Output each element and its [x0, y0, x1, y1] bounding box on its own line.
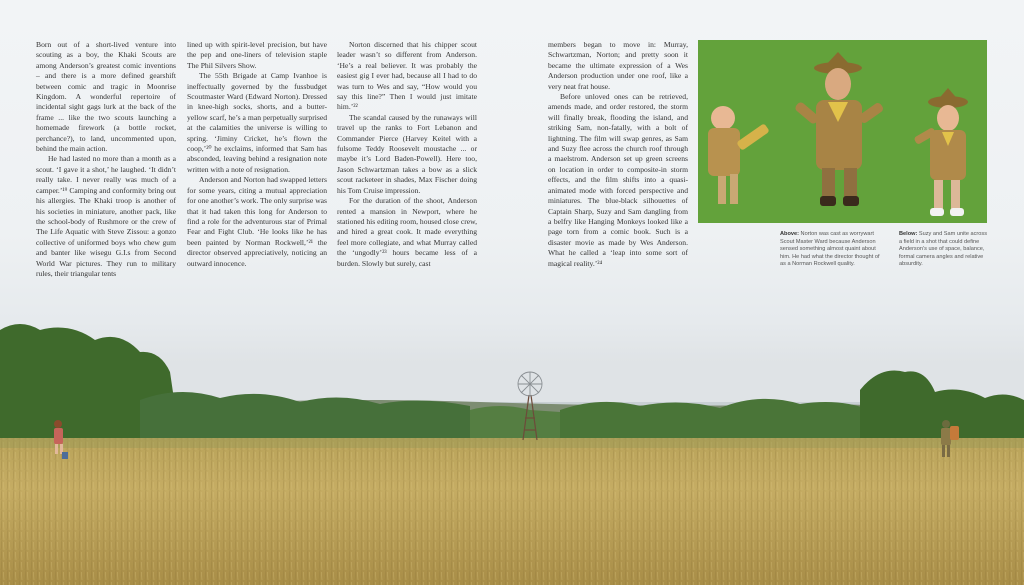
caption-text: Norton was cast as worrywart Scout Master Ward because Anderson sensed something almost quaint about him. He had what the director thought of as a Norman Rockwell quality. [780, 231, 880, 268]
caption-below [899, 231, 987, 269]
scouts-inset-photo [698, 40, 987, 223]
text-column-2 [187, 40, 327, 269]
caption-label: Below: [899, 231, 918, 237]
windmill-wheel [518, 372, 542, 396]
paragraph: Before unloved ones can be retrieved, amends made, and order restored, the storm will finally break, flooding the island, and striking Sam, non-fatally, with a bolt of lightning. The film will swap genres, as Sam and Suzy flee across the church roof through a maelstrom. Anderson set up green screens on location in order to composite-in storm effects, and the film shifts into a quasi-animated mode with forced perspective and miniatures. The blue-black silhouettes of Captain Sharp, Suzy and Sam dangling from a belfry like Hanging Monkeys looked like a page torn from a comic book. Such is a disaster movie as made by Wes Anderson. What he called a ‘leap into some sort of magical reality.’²⁴ [548, 92, 688, 268]
paragraph: lined up with spirit-level precision, but have the pep and one-liners of television staple The Phil Silvers Show. [187, 40, 327, 70]
paragraph: The scandal caused by the runaways will travel up the ranks to Fort Lebanon and Commander Pierce (Harvey Keitel with a fulsome Teddy Roosevelt moustache ... or maybe it’s Lord Baden-Powell). Here too, Jason Schwartzman takes a bow as a slick scout racketeer in shades, Max Fischer doing his Tom Cruise impression. [337, 112, 477, 195]
paragraph: Born out of a short-lived venture into scouting as a boy, the Khaki Scouts are among Anderson’s greatest comic inventions – and there is a more defined gearshift between comic and tragic in Moonrise Kingdom. A wonderful repertoire of incidental sight gags lurk at the back of the frame ... like the two scouts launching a homemade firework (a bottle rocket, perchance?), to land, uncommented upon, behind the main action. [36, 40, 176, 154]
paragraph: He had lasted no more than a month as a scout. ‘I gave it a shot,’ he laughed. ‘It didn’t really take. I never really was much of a camper.’¹⁹ Camping and conformity bring out his allergies. The Khaki troop is another of his societies in miniature, another pack, like the school-body of Rushmore or the crew of The Life Aquatic with Steve Zissou: a gonzo collective of uniformed boys who chew gum and banter like wisegu G.I.s from Second World War pictures. They run to military rules, their triangular tents [36, 154, 176, 278]
caption-text: Suzy and Sam unite across a field in a shot that could define Anderson’s use of space, balance, formal camera angles and relative absurdity. [899, 231, 987, 268]
paragraph: Norton discerned that his chipper scout leader wasn’t so different from Anderson. ‘He’s a real believer. It was probably the easiest gig I ever had, because all I had to do was turn to Wes and say, “How would you say this line?” Then I would just imitate him.’²² [337, 40, 477, 112]
caption-label: Above: [780, 231, 799, 237]
text-column-1 [36, 40, 176, 279]
paragraph: members began to move in: Murray, Schwartzman, Norton; and pretty soon it became the ultimate expression of a Wes Anderson production under one roof, like a very neat frat house. [548, 40, 688, 91]
text-column-3 [337, 40, 477, 269]
paragraph: For the duration of the shoot, Anderson rented a mansion in Newport, where he stationed his editing room, housed close crew, and hired a great cook. It made everything feel more collegiate, and what Murray called the ‘ungodly’²³ hours became less of a burden. Slowly but surely, cast [337, 196, 477, 268]
caption-above [780, 231, 880, 269]
paragraph: The 55th Brigade at Camp Ivanhoe is ineffectually governed by the fussbudget Scoutmaster Ward (Edward Norton). Dressed in knee-high socks, shorts, and a butter-yellow scarf, he’s a man perpetually surprised at the calamities the universe is willing to spring. ‘Jiminy Cricket, he’s flown the coop,’²⁰ he exclaims, informed that Sam has absconded, leaving behind a resignation note written with a note of resignation. [187, 71, 327, 174]
paragraph: Anderson and Norton had swapped letters for some years, citing a mutual appreciation for one another’s work. The only surprise was that it had taken this long for Anderson to find a role for the adventurous star of Primal Fear and Fight Club. ‘He looks like he has been painted by Norman Rockwell,’²¹ the director observed appreciatively, noticing an outward innocence. [187, 175, 327, 268]
text-column-4 [548, 40, 688, 269]
